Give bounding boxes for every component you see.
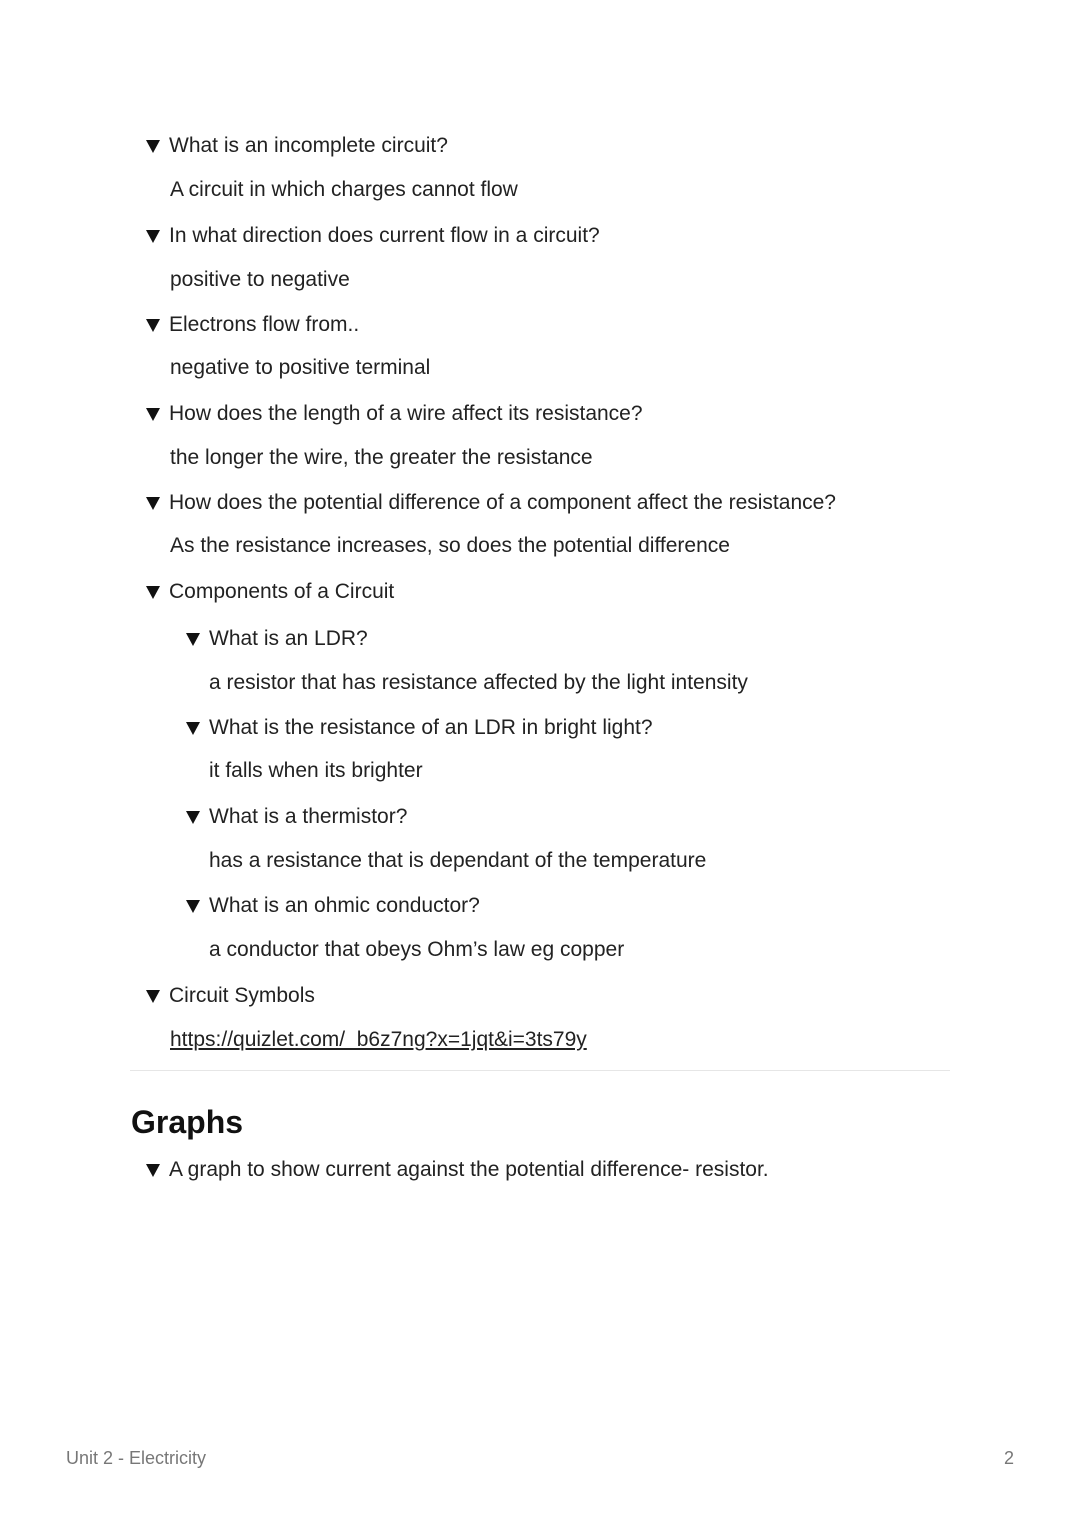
toggle-triangle-icon[interactable] [146, 319, 160, 332]
toggle-question: Electrons flow from.. [169, 313, 360, 336]
toggle-answer: has a resistance that is dependant of the temperature [209, 849, 707, 872]
toggle-answer: a resistor that has resistance affected by the light intensity [209, 671, 748, 694]
toggle-triangle-icon[interactable] [146, 140, 160, 153]
section-heading-graphs: Graphs [131, 1104, 244, 1140]
toggle-question: What is the resistance of an LDR in bright light? [209, 716, 653, 739]
toggle-triangle-icon[interactable] [146, 1164, 160, 1177]
toggle-triangle-icon[interactable] [186, 811, 200, 824]
toggle-thermistor[interactable] [186, 803, 407, 831]
toggle-answer: A circuit in which charges cannot flow [170, 178, 518, 201]
toggle-question: In what direction does current flow in a circuit? [169, 224, 600, 247]
toggle-electrons-flow[interactable] [146, 311, 359, 339]
toggle-triangle-icon[interactable] [186, 900, 200, 913]
toggle-question: What is an incomplete circuit? [169, 134, 448, 157]
toggle-answer: a conductor that obeys Ohm’s law eg copper [209, 938, 625, 961]
toggle-triangle-icon[interactable] [186, 722, 200, 735]
toggle-triangle-icon[interactable] [186, 633, 200, 646]
toggle-answer: positive to negative [170, 268, 350, 291]
toggle-answer: As the resistance increases, so does the potential difference [170, 534, 730, 557]
toggle-triangle-icon[interactable] [146, 586, 160, 599]
toggle-ldr-bright-light[interactable] [186, 714, 653, 742]
toggle-wire-length[interactable] [146, 400, 643, 428]
toggle-triangle-icon[interactable] [146, 230, 160, 243]
toggle-incomplete-circuit[interactable] [146, 132, 448, 160]
page-number: 2 [1003, 1448, 1014, 1468]
divider [130, 1070, 950, 1071]
toggle-ldr[interactable] [186, 625, 368, 653]
toggle-triangle-icon[interactable] [146, 497, 160, 510]
toggle-components[interactable] [146, 578, 394, 606]
toggle-graph-resistor[interactable] [146, 1156, 769, 1184]
toggle-question: What is a thermistor? [209, 805, 408, 828]
toggle-answer: it falls when its brighter [209, 759, 423, 782]
quizlet-link[interactable]: https://quizlet.com/_b6z7ng?x=1jqt&i=3ts79y [170, 1028, 587, 1051]
toggle-question: How does the length of a wire affect its resistance? [169, 402, 643, 425]
quizlet-link-row [170, 1026, 587, 1054]
toggle-triangle-icon[interactable] [146, 990, 160, 1003]
toggle-circuit-symbols[interactable] [146, 982, 315, 1010]
footer-title: Unit 2 - Electricity [66, 1448, 207, 1468]
toggle-answer: the longer the wire, the greater the resistance [170, 446, 593, 469]
toggle-question: Components of a Circuit [169, 580, 395, 603]
toggle-current-direction[interactable] [146, 222, 600, 250]
toggle-potential-difference[interactable] [146, 489, 836, 517]
toggle-ohmic-conductor[interactable] [186, 892, 480, 920]
toggle-answer: negative to positive terminal [170, 356, 431, 379]
toggle-question: What is an ohmic conductor? [209, 894, 480, 917]
toggle-triangle-icon[interactable] [146, 408, 160, 421]
toggle-question: Circuit Symbols [169, 984, 315, 1007]
toggle-question: What is an LDR? [209, 627, 368, 650]
toggle-question: How does the potential difference of a component affect the resistance? [169, 491, 836, 514]
toggle-question: A graph to show current against the potential difference- resistor. [169, 1158, 769, 1181]
